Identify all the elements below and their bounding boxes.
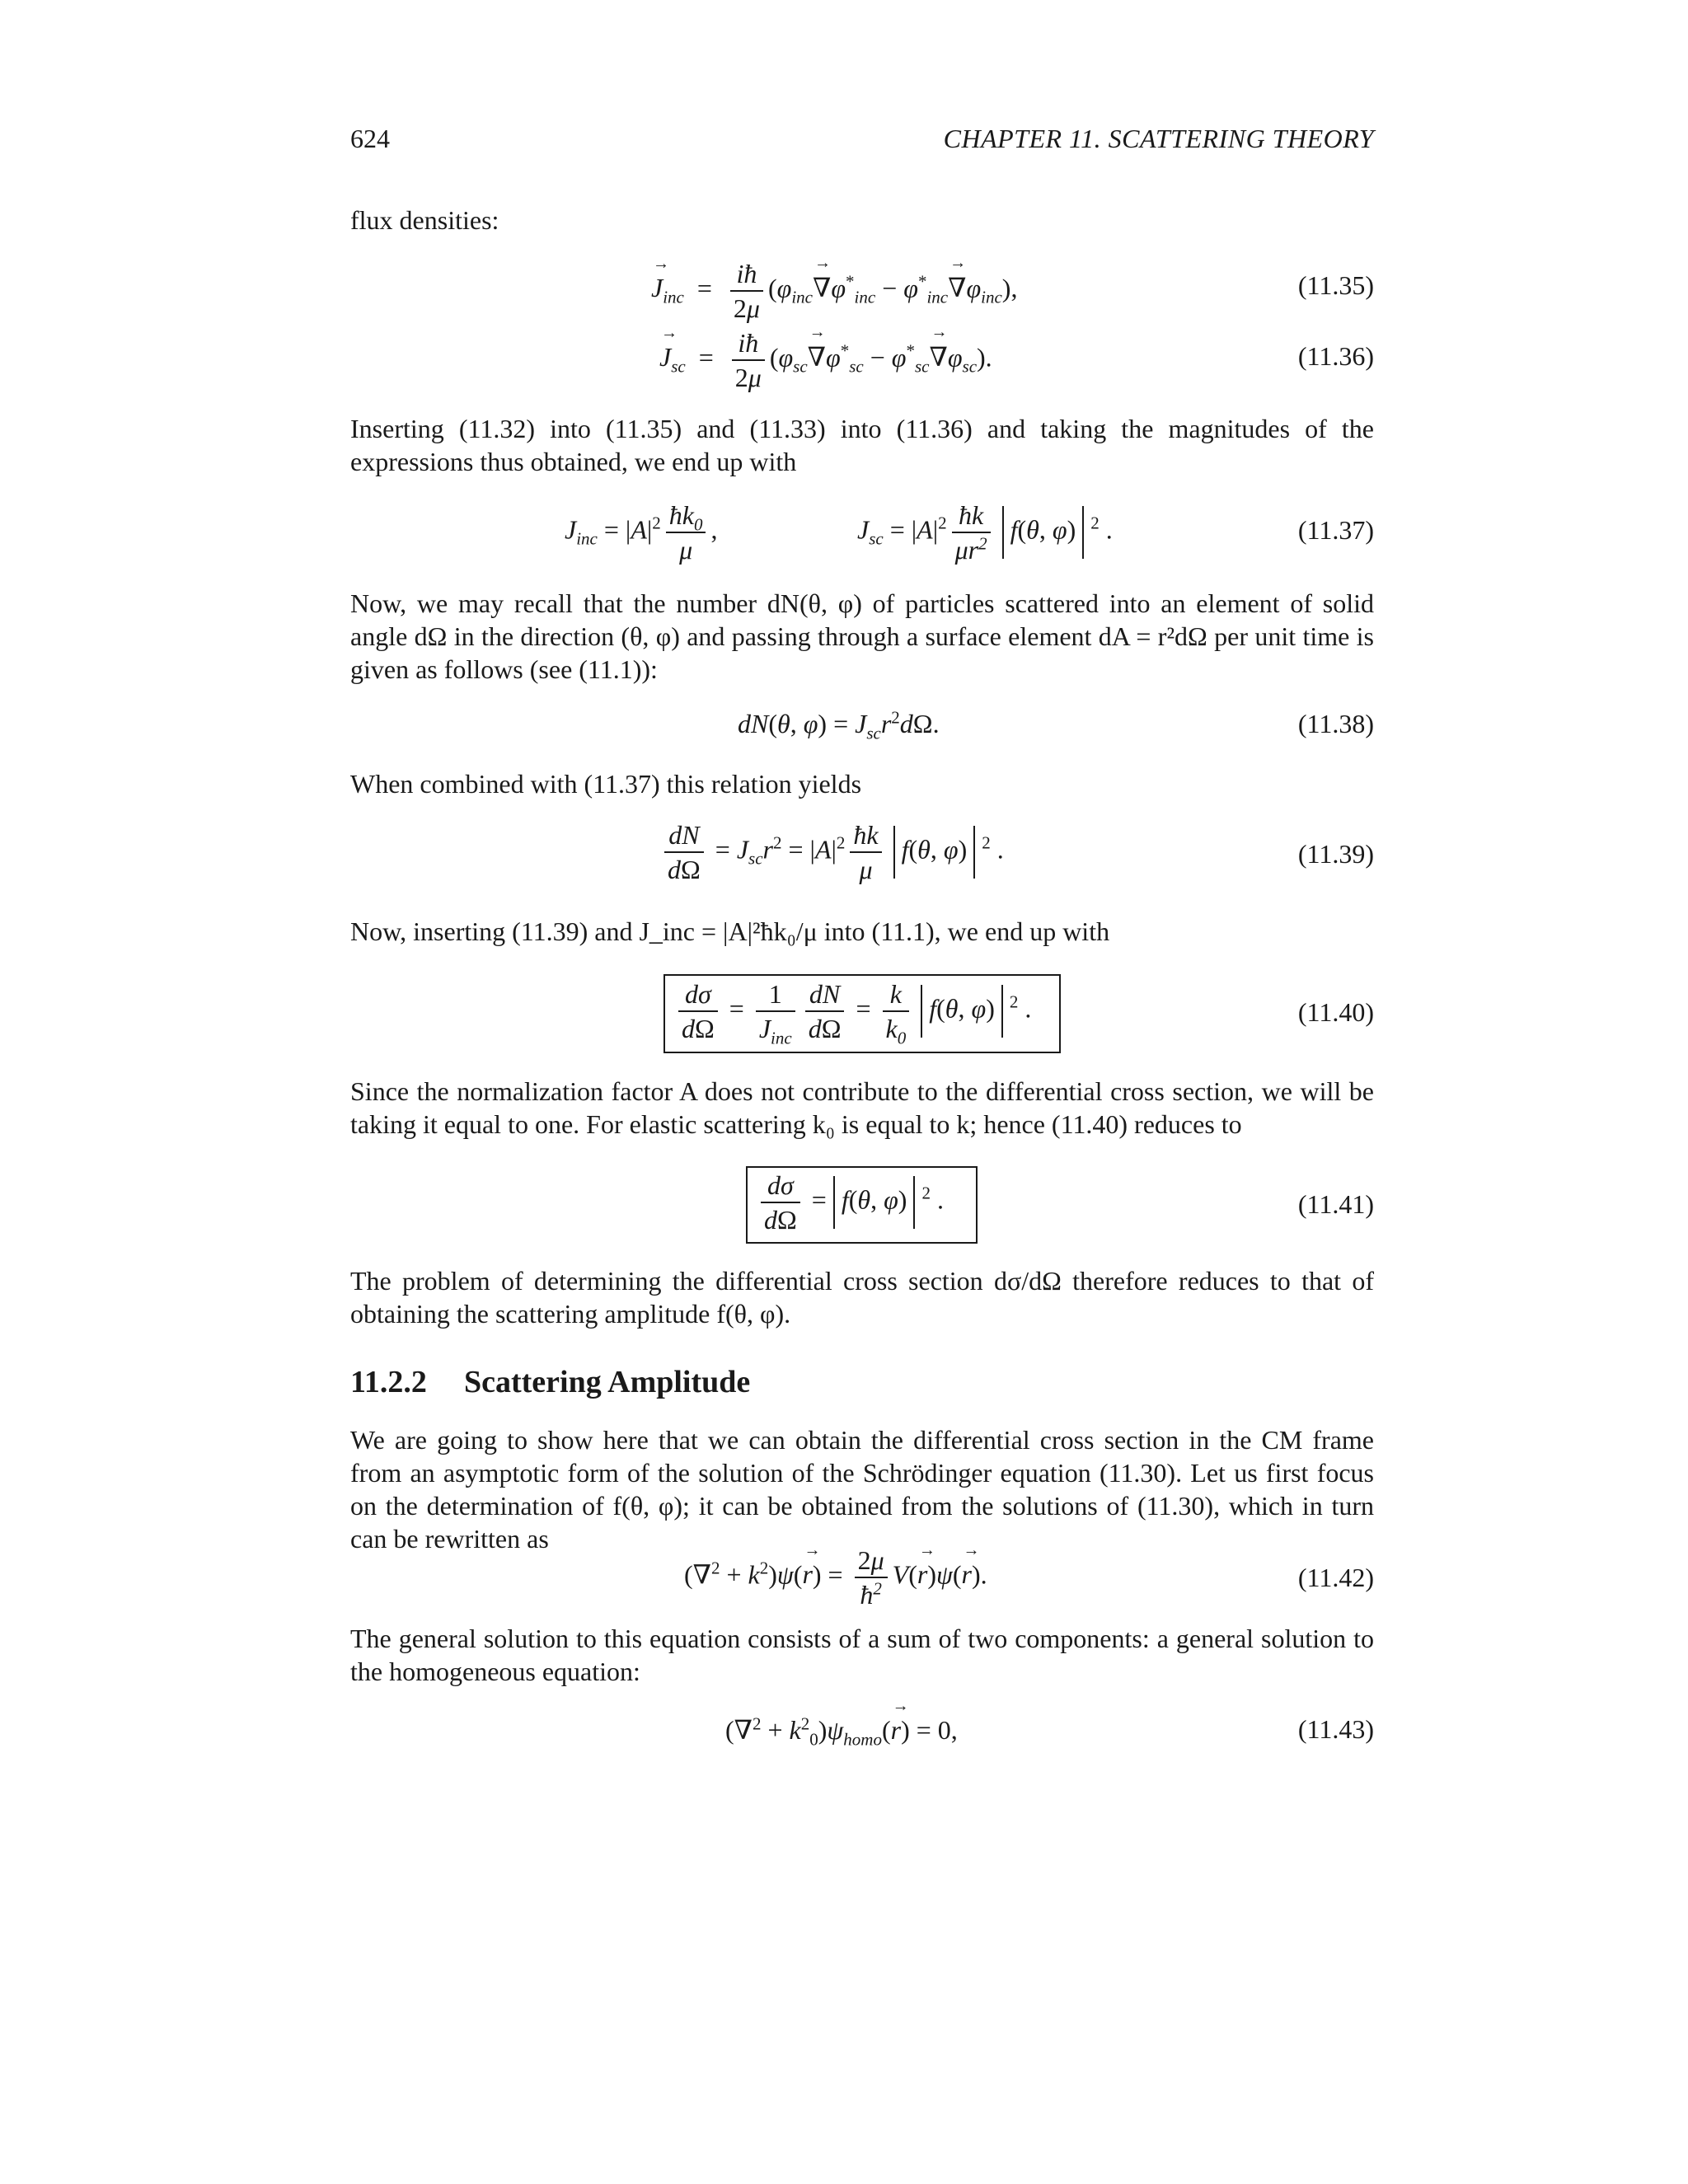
page-number: 624 xyxy=(350,124,390,153)
paragraph-normalization: Since the normalization factor A does not contribute to the differential cross section, we will be taking it equal to one. For elastic scattering k₀ is equal to k; hence (11.40) reduces to xyxy=(350,1076,1374,1139)
equation-number: (11.42) xyxy=(1297,1563,1374,1592)
equation-11-42: $(\nabla^2 + k^2)\psi(\to r)$ = $\frac{2\mu}{ħ^2}$ V(→ r)ψ(→ r). xyxy=(684,1544,987,1611)
equation-number: (11.36) xyxy=(1297,341,1374,371)
paragraph-problem: The problem of determining the differential cross section dσ/dΩ therefore reduces to that of obtaining the scattering amplitude f(θ, φ). xyxy=(350,1266,1374,1329)
running-head: CHAPTER 11. SCATTERING THEORY xyxy=(943,124,1374,153)
equation-number: (11.39) xyxy=(1297,839,1374,869)
equation-number: (11.38) xyxy=(1297,709,1374,738)
equation-11-38: dN(θ, $\varphi) = J_{sc}r^2d\Omega$. xyxy=(738,707,940,743)
paragraph-general-solution: The general solution to this equation consists of a sum of two components: a general solution to the homogeneous equation: xyxy=(350,1624,1374,1686)
equation-number: (11.41) xyxy=(1297,1189,1374,1219)
equation-11-37b: $J_{sc} = |A|^2$ $\frac{ħk}{\mu r^2}$ f(θ, φ) $^2$ . xyxy=(857,500,1113,565)
paragraph-combined: When combined with (11.37) this relation yields xyxy=(350,769,862,799)
equation-11-35: → $J_{inc}$ = $\frac{iħ}{2\mu}$ $(\varphi_{inc}\to \nabla\varphi^*_{inc} - \varphi^*_{inc}\to \nabla\varphi_{inc})$, xyxy=(651,257,1017,325)
equation-number: (11.35) xyxy=(1297,270,1374,300)
equation-11-39: $\frac{dN}{d\Omega}$ = $J_{sc}r^2 = |A|^2$ $\frac{ħk}{\mu}$ f(θ, φ) $^2$ . xyxy=(659,818,1004,886)
paragraph-scattering-amplitude: We are going to show here that we can obtain the differential cross section in the CM frame from an asymptotic form of the solution of the Schrödinger equation (11.30). Let us first focus on the determination of f(θ, φ); it can be obtained from the solutions of (11.30), which in turn can be rewritten as xyxy=(350,1425,1374,1554)
paragraph-recall: Now, we may recall that the number dN(θ, φ) of particles scattered into an element of solid angle dΩ in the direction (θ, φ) and passing through a surface element dA = r²dΩ per unit time is given as follows (see (11.1)): xyxy=(350,588,1374,684)
equation-11-37a: $J_{inc} = |A|^2$ $\frac{ħk_0}{\mu}$ , xyxy=(565,500,718,565)
equation-number: (11.37) xyxy=(1297,515,1374,545)
equation-11-41: $\frac{d\sigma}{d\Omega}$ = f(θ, φ) $^2$ . xyxy=(756,1169,944,1236)
paragraph-inserting: Inserting (11.32) into (11.35) and (11.33) into (11.36) and taking the magnitudes of the expressions thus obtained, we end up with xyxy=(350,414,1374,476)
equation-11-40: $\frac{d\sigma}{d\Omega}$ = $\frac{1}{J_{inc}}$ $\frac{dN}{d\Omega}$ = $\frac{k}{k_0}$ f(θ, φ) $^2$ . xyxy=(673,977,1031,1045)
equation-number: (11.40) xyxy=(1297,997,1374,1027)
equation-11-36: → $J_{sc}$ = $\frac{iħ}{2\mu}$ $(\varphi_{sc}\to \nabla\varphi^*_{sc} - \varphi^*_{sc}\to \nabla\varphi_{sc})$. xyxy=(659,326,992,394)
page-header xyxy=(350,124,1374,165)
section-heading xyxy=(350,1364,750,1400)
paragraph-now-inserting: Now, inserting (11.39) and J_inc = |A|²ħk₀/μ into (11.1), we end up with xyxy=(350,916,1110,946)
section-title: Scattering Amplitude xyxy=(464,1365,751,1399)
paragraph-flux-densities: flux densities: xyxy=(350,205,499,235)
equation-11-43: $(\nabla^2 + k^2_0)\psi_{homo}(\to r) = 0$, xyxy=(725,1714,958,1746)
equation-number: (11.43) xyxy=(1297,1714,1374,1744)
section-number: 11.2.2 xyxy=(350,1365,427,1399)
